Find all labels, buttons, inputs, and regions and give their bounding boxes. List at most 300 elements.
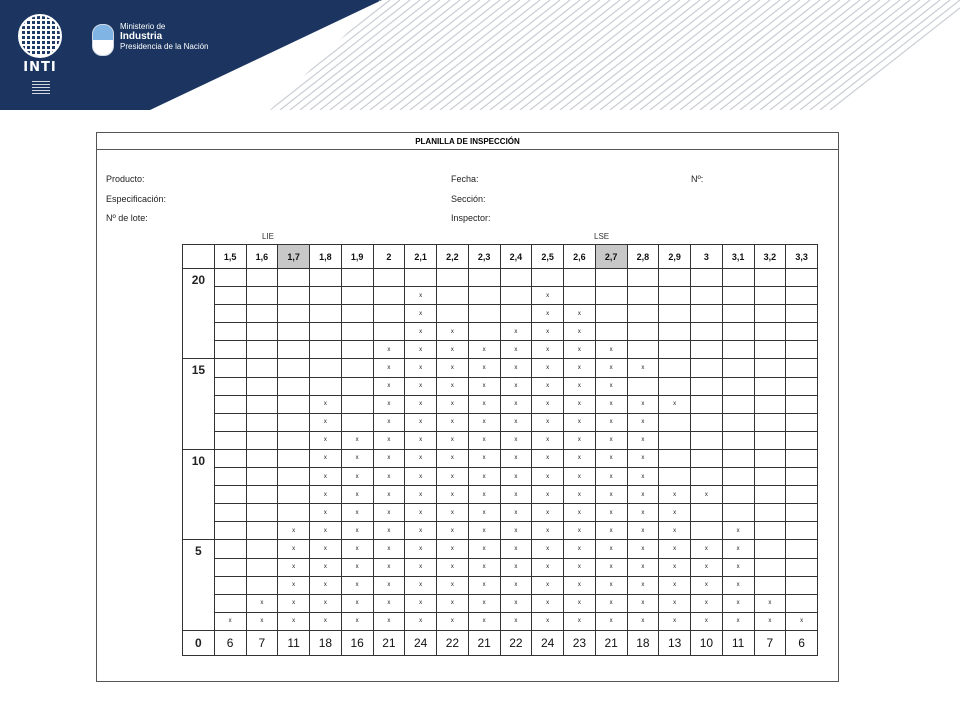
- tally-mark: x: [405, 504, 437, 522]
- tally-mark: x: [437, 395, 469, 413]
- tally-mark: x: [468, 449, 500, 467]
- tally-mark: x: [246, 612, 278, 630]
- tally-mark: x: [754, 594, 786, 612]
- tally-mark: x: [595, 540, 627, 558]
- inspection-sheet: [96, 132, 839, 682]
- tally-cell: [595, 323, 627, 341]
- count-cell: 21: [468, 630, 500, 655]
- inti-bars-icon: [32, 80, 50, 94]
- tally-mark: x: [595, 341, 627, 359]
- tally-cell: [246, 395, 278, 413]
- tally-cell: [659, 413, 691, 431]
- tally-mark: x: [373, 522, 405, 540]
- tally-cell: [786, 486, 818, 504]
- tally-cell: [659, 287, 691, 305]
- tally-cell: [468, 269, 500, 287]
- tally-cell: [627, 377, 659, 395]
- tally-cell: [691, 449, 723, 467]
- count-row: [183, 630, 818, 655]
- tally-cell: [214, 413, 246, 431]
- tally-mark: x: [722, 540, 754, 558]
- header-stripe: [790, 0, 930, 110]
- tally-mark: x: [468, 395, 500, 413]
- header-stripe: [440, 0, 580, 110]
- header-stripe: [350, 0, 490, 110]
- tally-cell: [437, 287, 469, 305]
- lie-label: LIE: [262, 232, 275, 241]
- header-stripe: [760, 0, 900, 110]
- tally-mark: x: [468, 341, 500, 359]
- tally-mark: x: [500, 395, 532, 413]
- tally-cell: [786, 504, 818, 522]
- tally-cell: [722, 468, 754, 486]
- tally-mark: x: [659, 504, 691, 522]
- x-label: 3,1: [722, 245, 754, 269]
- tally-mark: x: [373, 395, 405, 413]
- count-cell: 24: [532, 630, 564, 655]
- header-stripe: [710, 0, 850, 110]
- tally-cell: [214, 395, 246, 413]
- tally-cell: [786, 468, 818, 486]
- tally-mark: x: [595, 395, 627, 413]
- tally-mark: x: [722, 558, 754, 576]
- tally-cell: [214, 486, 246, 504]
- tally-cell: [754, 522, 786, 540]
- tally-mark: x: [437, 413, 469, 431]
- tally-mark: x: [437, 594, 469, 612]
- tally-mark: x: [595, 558, 627, 576]
- tally-mark: x: [532, 540, 564, 558]
- ministry-line3: Presidencia de la Nación: [120, 42, 209, 51]
- tally-mark: x: [468, 359, 500, 377]
- tally-cell: [246, 504, 278, 522]
- header-stripe: [570, 0, 710, 110]
- header-stripe: [770, 0, 910, 110]
- tally-cell: [214, 269, 246, 287]
- tally-mark: x: [278, 576, 310, 594]
- tally-cell: [341, 413, 373, 431]
- ministry-line2: Industria: [120, 31, 163, 42]
- tally-mark: x: [659, 540, 691, 558]
- tally-mark: x: [405, 323, 437, 341]
- x-label: 2,7: [595, 245, 627, 269]
- x-label: 3: [691, 245, 723, 269]
- tally-mark: x: [310, 504, 342, 522]
- tally-mark: x: [468, 377, 500, 395]
- count-cell: 18: [310, 630, 342, 655]
- tally-cell: [754, 395, 786, 413]
- tally-mark: x: [500, 504, 532, 522]
- header-stripe: [810, 0, 950, 110]
- tally-mark: x: [341, 431, 373, 449]
- tally-mark: x: [373, 468, 405, 486]
- tally-mark: x: [341, 540, 373, 558]
- tally-cell: [722, 341, 754, 359]
- tally-cell: [500, 305, 532, 323]
- x-label: 1,5: [214, 245, 246, 269]
- tally-mark: x: [310, 449, 342, 467]
- x-label: 1,6: [246, 245, 278, 269]
- tally-mark: x: [373, 540, 405, 558]
- tally-mark: x: [659, 486, 691, 504]
- tally-mark: x: [627, 468, 659, 486]
- tally-mark: x: [659, 395, 691, 413]
- tally-mark: x: [659, 558, 691, 576]
- header-stripe: [490, 0, 630, 110]
- tally-cell: [659, 431, 691, 449]
- tally-mark: x: [437, 612, 469, 630]
- tally-mark: x: [627, 395, 659, 413]
- tally-cell: [405, 269, 437, 287]
- tally-mark: x: [659, 612, 691, 630]
- tally-cell: [786, 341, 818, 359]
- header-stripe: [520, 0, 660, 110]
- tally-cell: [786, 540, 818, 558]
- tally-mark: x: [532, 612, 564, 630]
- tally-cell: [786, 323, 818, 341]
- tally-mark: x: [532, 305, 564, 323]
- tally-cell: [532, 269, 564, 287]
- tally-cell: [659, 305, 691, 323]
- tally-mark: x: [659, 522, 691, 540]
- tally-mark: x: [341, 576, 373, 594]
- y-label: 20: [183, 269, 215, 359]
- tally-cell: [500, 269, 532, 287]
- tally-cell: [278, 468, 310, 486]
- header-stripe: [360, 0, 500, 110]
- tally-cell: [468, 323, 500, 341]
- tally-mark: x: [405, 413, 437, 431]
- tally-mark: x: [691, 576, 723, 594]
- tally-mark: x: [341, 468, 373, 486]
- inti-logo: [18, 14, 62, 98]
- tally-row: [183, 377, 818, 395]
- tally-cell: [786, 377, 818, 395]
- tally-cell: [754, 449, 786, 467]
- tally-row: [183, 468, 818, 486]
- tally-mark: x: [310, 395, 342, 413]
- tally-cell: [214, 540, 246, 558]
- tally-cell: [246, 287, 278, 305]
- tally-mark: x: [691, 540, 723, 558]
- tally-mark: x: [691, 594, 723, 612]
- tally-cell: [786, 395, 818, 413]
- tally-mark: x: [564, 341, 596, 359]
- tally-mark: x: [310, 576, 342, 594]
- header-stripe: [470, 0, 610, 110]
- header-stripe: [730, 0, 870, 110]
- tally-cell: [341, 359, 373, 377]
- count-cell: 22: [437, 630, 469, 655]
- tally-cell: [341, 323, 373, 341]
- tally-mark: x: [595, 359, 627, 377]
- tally-mark: x: [373, 431, 405, 449]
- header-stripe: [560, 0, 700, 110]
- tally-cell: [754, 540, 786, 558]
- tally-row: [183, 323, 818, 341]
- tally-mark: x: [627, 413, 659, 431]
- tally-mark: x: [341, 449, 373, 467]
- tally-cell: [691, 305, 723, 323]
- tally-cell: [659, 359, 691, 377]
- tally-mark: x: [500, 540, 532, 558]
- header-stripe: [500, 0, 640, 110]
- header-stripe: [510, 0, 650, 110]
- tally-mark: x: [468, 413, 500, 431]
- header-stripe: [430, 0, 570, 110]
- inti-logo-text: INTI: [23, 60, 57, 75]
- tally-cell: [595, 305, 627, 323]
- tally-mark: x: [437, 504, 469, 522]
- tally-cell: [373, 305, 405, 323]
- tally-cell: [246, 377, 278, 395]
- tally-cell: [246, 558, 278, 576]
- tally-mark: x: [595, 449, 627, 467]
- corner-cell: [183, 245, 215, 269]
- tally-cell: [595, 269, 627, 287]
- tally-cell: [373, 269, 405, 287]
- x-label: 3,3: [786, 245, 818, 269]
- tally-mark: x: [627, 504, 659, 522]
- header-stripe: [390, 0, 530, 110]
- tally-mark: x: [564, 558, 596, 576]
- tally-mark: x: [468, 594, 500, 612]
- tally-cell: [214, 558, 246, 576]
- tally-cell: [754, 269, 786, 287]
- field-inspector: Inspector:: [451, 213, 491, 223]
- tally-mark: x: [500, 594, 532, 612]
- tally-cell: [341, 395, 373, 413]
- header-stripe: [380, 0, 520, 110]
- tally-cell: [310, 377, 342, 395]
- field-especificacion: Especificación:: [106, 194, 167, 204]
- lse-label: LSE: [594, 232, 610, 241]
- tally-cell: [246, 413, 278, 431]
- tally-row: [183, 576, 818, 594]
- tally-mark: x: [722, 576, 754, 594]
- count-cell: 11: [722, 630, 754, 655]
- tally-cell: [214, 449, 246, 467]
- tally-mark: x: [468, 612, 500, 630]
- tally-row: [183, 341, 818, 359]
- header-stripe: [620, 0, 760, 110]
- tally-mark: x: [468, 522, 500, 540]
- tally-mark: x: [500, 576, 532, 594]
- tally-mark: x: [437, 359, 469, 377]
- tally-mark: x: [500, 323, 532, 341]
- tally-cell: [310, 269, 342, 287]
- tally-mark: x: [437, 341, 469, 359]
- tally-row: [183, 594, 818, 612]
- tally-mark: x: [627, 594, 659, 612]
- header-stripe: [720, 0, 860, 110]
- tally-mark: x: [405, 522, 437, 540]
- tally-cell: [246, 359, 278, 377]
- tally-cell: [500, 287, 532, 305]
- tally-mark: x: [278, 594, 310, 612]
- tally-cell: [246, 449, 278, 467]
- header-stripe: [700, 0, 840, 110]
- tally-cell: [659, 468, 691, 486]
- y-label: 10: [183, 449, 215, 539]
- tally-cell: [468, 287, 500, 305]
- header-stripe: [580, 0, 720, 110]
- header-stripe: [410, 0, 550, 110]
- tally-cell: [373, 323, 405, 341]
- ministry-line1: Ministerio de: [120, 22, 166, 31]
- tally-cell: [786, 594, 818, 612]
- tally-cell: [786, 449, 818, 467]
- header-stripe: [630, 0, 770, 110]
- tally-cell: [627, 287, 659, 305]
- tally-mark: x: [405, 612, 437, 630]
- tally-mark: x: [659, 576, 691, 594]
- tally-cell: [246, 431, 278, 449]
- header-stripe: [740, 0, 880, 110]
- tally-mark: x: [595, 576, 627, 594]
- tally-mark: x: [564, 522, 596, 540]
- tally-cell: [246, 341, 278, 359]
- tally-cell: [341, 269, 373, 287]
- tally-mark: x: [310, 594, 342, 612]
- tally-cell: [786, 305, 818, 323]
- tally-cell: [341, 305, 373, 323]
- tally-mark: x: [595, 377, 627, 395]
- tally-cell: [786, 522, 818, 540]
- tally-cell: [278, 413, 310, 431]
- tally-mark: x: [310, 468, 342, 486]
- tally-cell: [246, 468, 278, 486]
- tally-mark: x: [373, 576, 405, 594]
- tally-cell: [786, 558, 818, 576]
- header-stripe: [400, 0, 540, 110]
- tally-mark: x: [405, 540, 437, 558]
- tally-mark: x: [627, 558, 659, 576]
- tally-cell: [659, 377, 691, 395]
- header-stripe: [370, 0, 510, 110]
- tally-mark: x: [722, 522, 754, 540]
- count-cell: 23: [564, 630, 596, 655]
- tally-mark: x: [691, 558, 723, 576]
- field-seccion: Sección:: [451, 194, 486, 204]
- tally-mark: x: [627, 612, 659, 630]
- tally-mark: x: [500, 522, 532, 540]
- tally-row: [183, 269, 818, 287]
- tally-mark: x: [564, 449, 596, 467]
- tally-mark: x: [437, 449, 469, 467]
- tally-mark: x: [341, 522, 373, 540]
- header-stripe: [750, 0, 890, 110]
- tally-mark: x: [532, 558, 564, 576]
- tally-mark: x: [595, 504, 627, 522]
- tally-cell: [786, 431, 818, 449]
- tally-mark: x: [278, 540, 310, 558]
- tally-mark: x: [564, 540, 596, 558]
- tally-cell: [341, 287, 373, 305]
- header-stripe: [650, 0, 790, 110]
- tally-mark: x: [532, 449, 564, 467]
- tally-cell: [754, 576, 786, 594]
- tally-mark: x: [468, 576, 500, 594]
- tally-mark: x: [373, 594, 405, 612]
- count-cell: 11: [278, 630, 310, 655]
- tally-mark: x: [627, 359, 659, 377]
- tally-mark: x: [595, 468, 627, 486]
- tally-row: [183, 558, 818, 576]
- tally-mark: x: [595, 413, 627, 431]
- x-label: 2,9: [659, 245, 691, 269]
- header-stripe: [480, 0, 620, 110]
- tally-cell: [691, 359, 723, 377]
- tally-mark: x: [278, 522, 310, 540]
- header-row: [183, 245, 818, 269]
- tally-cell: [214, 522, 246, 540]
- tally-mark: x: [532, 522, 564, 540]
- tally-mark: x: [564, 413, 596, 431]
- header-stripe: [690, 0, 830, 110]
- x-label: 2,4: [500, 245, 532, 269]
- tally-cell: [722, 449, 754, 467]
- tally-cell: [246, 486, 278, 504]
- tally-mark: x: [278, 558, 310, 576]
- count-cell: 24: [405, 630, 437, 655]
- tally-mark: x: [691, 612, 723, 630]
- tally-mark: x: [564, 359, 596, 377]
- tally-mark: x: [405, 305, 437, 323]
- tally-cell: [341, 377, 373, 395]
- tally-mark: x: [532, 431, 564, 449]
- header-stripe: [660, 0, 800, 110]
- tally-mark: x: [786, 612, 818, 630]
- header-stripe: [680, 0, 820, 110]
- tally-mark: x: [373, 558, 405, 576]
- count-cell: 6: [786, 630, 818, 655]
- header-stripe: [670, 0, 810, 110]
- tally-cell: [691, 468, 723, 486]
- tally-row: [183, 449, 818, 467]
- tally-cell: [214, 468, 246, 486]
- tally-mark: x: [564, 576, 596, 594]
- tally-mark: x: [405, 558, 437, 576]
- tally-cell: [310, 341, 342, 359]
- header-stripe: [340, 0, 480, 110]
- tally-mark: x: [437, 522, 469, 540]
- tally-mark: x: [595, 612, 627, 630]
- y-label-zero: 0: [183, 630, 215, 655]
- tally-mark: x: [627, 449, 659, 467]
- header-stripe: [460, 0, 600, 110]
- tally-row: [183, 305, 818, 323]
- tally-cell: [564, 287, 596, 305]
- tally-cell: [691, 269, 723, 287]
- header-stripe: [590, 0, 730, 110]
- tally-cell: [627, 341, 659, 359]
- tally-mark: x: [437, 558, 469, 576]
- tally-mark: x: [532, 323, 564, 341]
- y-label: 15: [183, 359, 215, 449]
- tally-mark: x: [532, 341, 564, 359]
- tally-cell: [246, 269, 278, 287]
- tally-mark: x: [500, 468, 532, 486]
- tally-mark: x: [373, 341, 405, 359]
- tally-mark: x: [500, 449, 532, 467]
- tally-mark: x: [500, 359, 532, 377]
- tally-cell: [659, 269, 691, 287]
- tally-mark: x: [405, 395, 437, 413]
- tally-cell: [278, 305, 310, 323]
- tally-mark: x: [500, 377, 532, 395]
- tally-mark: x: [564, 395, 596, 413]
